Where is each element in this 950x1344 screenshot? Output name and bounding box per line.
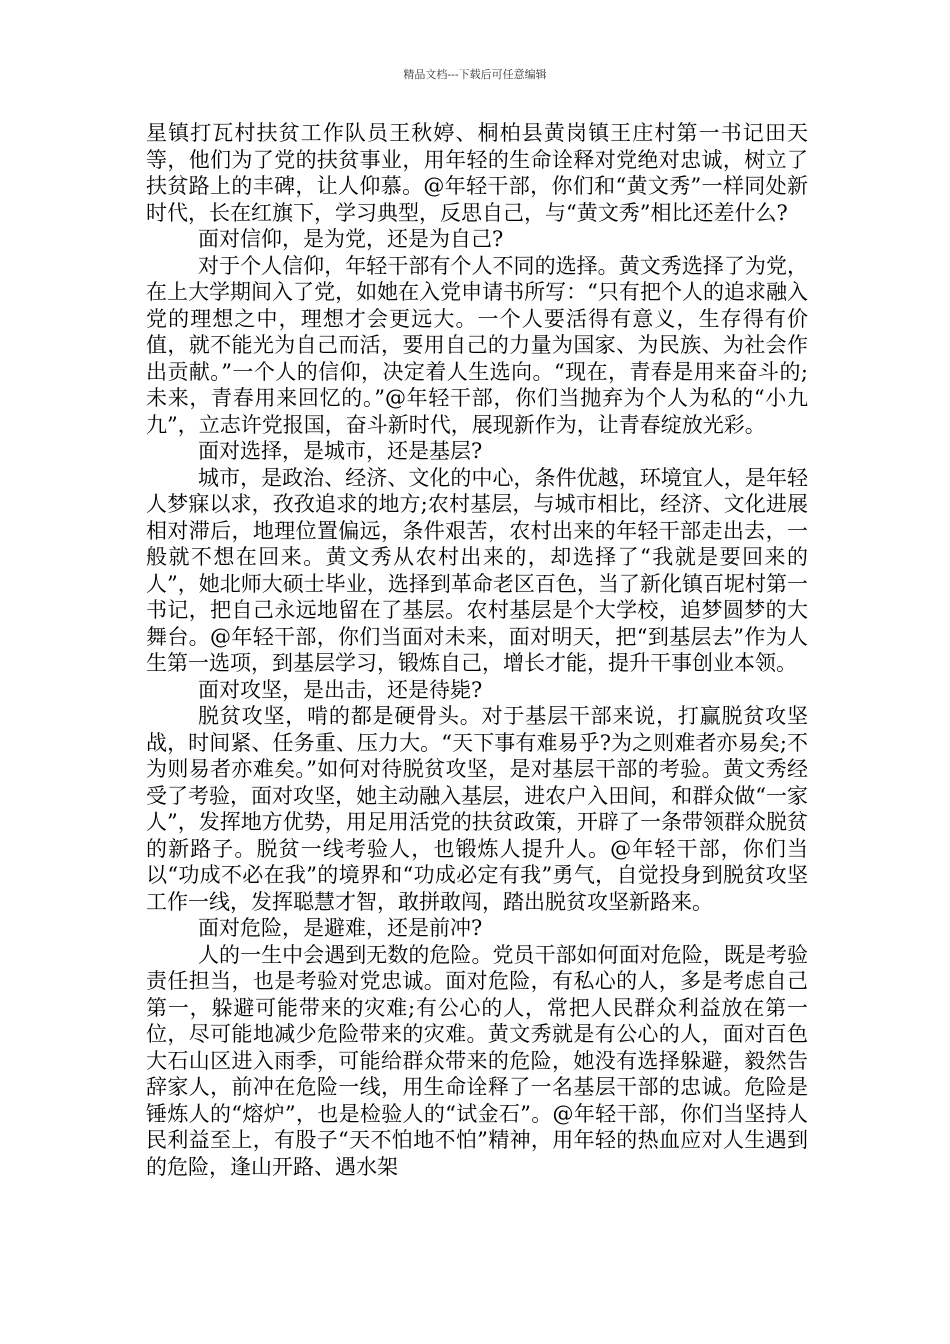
- body-paragraph: 人的一生中会遇到无数的危险。党员干部如何面对危险，既是考验责任担当，也是考验对党忠诚。面对危险，有私心的人，多是考虑自己第一，躲避可能带来的灾难;有公心的人，常把人民群众利益放在第一位，尽可能地减少危险带来的灾难。黄文秀就是有公心的人，面对百色大石山区进入雨季，可能给群众带来的危险，她没有选择躲避，毅然告辞家人，前冲在危险一线，用生命诠释了一名基层干部的忠诚。危险是锤炼人的“熔炉”，也是检验人的“试金石”。@年轻干部，你们当坚持人民利益至上，有股子“天不怕地不怕”精神，用年轻的热血应对人生遇到的危险，逢山开路、遇水架: [146, 942, 808, 1179]
- document-body: [146, 120, 808, 1180]
- page-header: 精品文档---下载后可任意编辑: [403, 68, 547, 81]
- body-paragraph: 城市，是政治、经济、文化的中心，条件优越，环境宜人，是年轻人梦寐以求，孜孜追求的地方;农村基层，与城市相比，经济、文化进展相对滞后，地理位置偏远，条件艰苦，农村出来的年轻干部走出去，一般就不想在回来。黄文秀从农村出来的，却选择了“我就是要回来的人”，她北师大硕士毕业，选择到革命老区百色，当了新化镇百坭村第一书记，把自己永远地留在了基层。农村基层是个大学校，追梦圆梦的大舞台。@年轻干部，你们当面对未来，面对明天，把“到基层去”作为人生第一选项，到基层学习，锻炼自己，增长才能，提升干事创业本领。: [146, 465, 808, 675]
- section-heading: 面对选择，是城市，还是基层?: [198, 439, 483, 463]
- body-paragraph: 对于个人信仰，年轻干部有个人不同的选择。黄文秀选择了为党，在上大学期间入了党，如她在入党申请书所写：“只有把个人的追求融入党的理想之中，理想才会更远大。一个人要活得有意义，生存得有价值，就不能光为自己而活，要用自己的力量为国家、为民族、为社会作出贡献。”一个人的信仰，决定着人生选向。“现在，青春是用来奋斗的;未来，青春用来回忆的。”@年轻干部，你们当抛弃为个人为私的“小九九”，立志许党报国，奋斗新时代，展现新作为，让青春绽放光彩。: [146, 253, 808, 437]
- section-heading: 面对攻坚，是出击，还是待毙?: [198, 677, 483, 702]
- section-heading: 面对信仰，是为党，还是为自己?: [198, 227, 504, 251]
- body-paragraph: 脱贫攻坚，啃的都是硬骨头。对于基层干部来说，打赢脱贫攻坚战，时间紧、任务重、压力大。“天下事有难易乎?为之则难者亦易矣;不为则易者亦难矣。”如何对待脱贫攻坚，是对基层干部的考验。黄文秀经受了考验，面对攻坚，她主动融入基层，进农户入田间，和群众做“一家人”，发挥地方优势，用足用活党的扶贫政策，开辟了一条带领群众脱贫的新路子。脱贫一线考验人，也锻炼人提升人。@年轻干部，你们当以“功成不必在我”的境界和“功成必定有我”勇气，自觉投身到脱贫攻坚工作一线，发挥聪慧才智，敢拼敢闯，踏出脱贫攻坚新路来。: [146, 704, 808, 914]
- body-paragraph: 星镇打瓦村扶贫工作队员王秋婷、桐柏县黄岗镇王庄村第一书记田天等，他们为了党的扶贫事业，用年轻的生命诠释对党绝对忠诚，树立了扶贫路上的丰碑，让人仰慕。@年轻干部，你们和“黄文秀”一样同处新时代，长在红旗下，学习典型，反思自己，与“黄文秀”相比还差什么?: [146, 121, 808, 225]
- section-heading: 面对危险，是避难，还是前冲?: [198, 916, 483, 940]
